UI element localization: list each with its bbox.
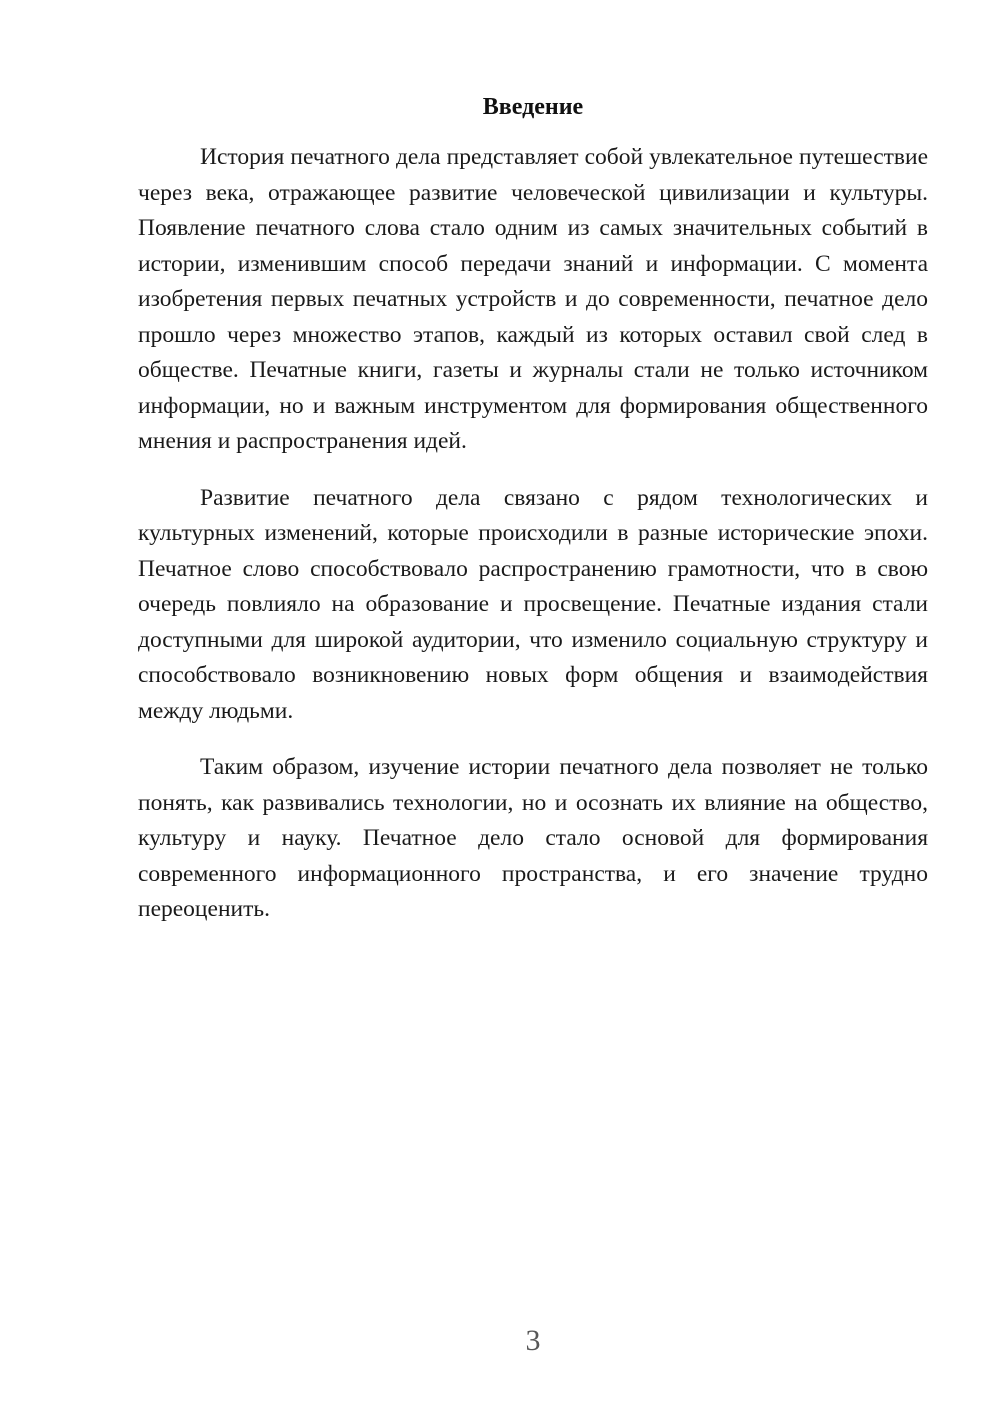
page-title: Введение: [482, 94, 584, 120]
paragraph-intro-history: История печатного дела представляет собой увлекательное путешествие через века, отражающее развитие человеческой цивилизации и культуры. Появление печатного слова стало одним из самых значительных событий в истории, изменившим способ передачи знаний и информации. С момента изобретения первых печатных устройств и до современности, печатное дело прошло через множество этапов, каждый из которых оставил свой след в обществе. Печатные книги, газеты и журналы стали не только источником информации, но и важным инструментом для формирования общественного мнения и распространения идей.: [138, 144, 928, 454]
paragraph-conclusion: Таким образом, изучение истории печатного дела позволяет не только понять, как развивались технологии, но и осознать их влияние на общество, культуру и науку. Печатное дело стало основой для формирования современного информационного пространства, и его значение трудно переоценить.: [138, 754, 928, 922]
document-body: [138, 0, 928, 949]
page-number: 3: [525, 1324, 541, 1357]
paragraph-development: Развитие печатного дела связано с рядом технологических и культурных изменений, которые происходили в разные исторические эпохи. Печатное слово способствовало распространению грамотности, что в свою очередь повлияло на образование и просвещение. Печатные издания стали доступными для широкой аудитории, что изменило социальную структуру и способствовало возникновению новых форм общения и взаимодействия между людьми.: [138, 484, 928, 724]
